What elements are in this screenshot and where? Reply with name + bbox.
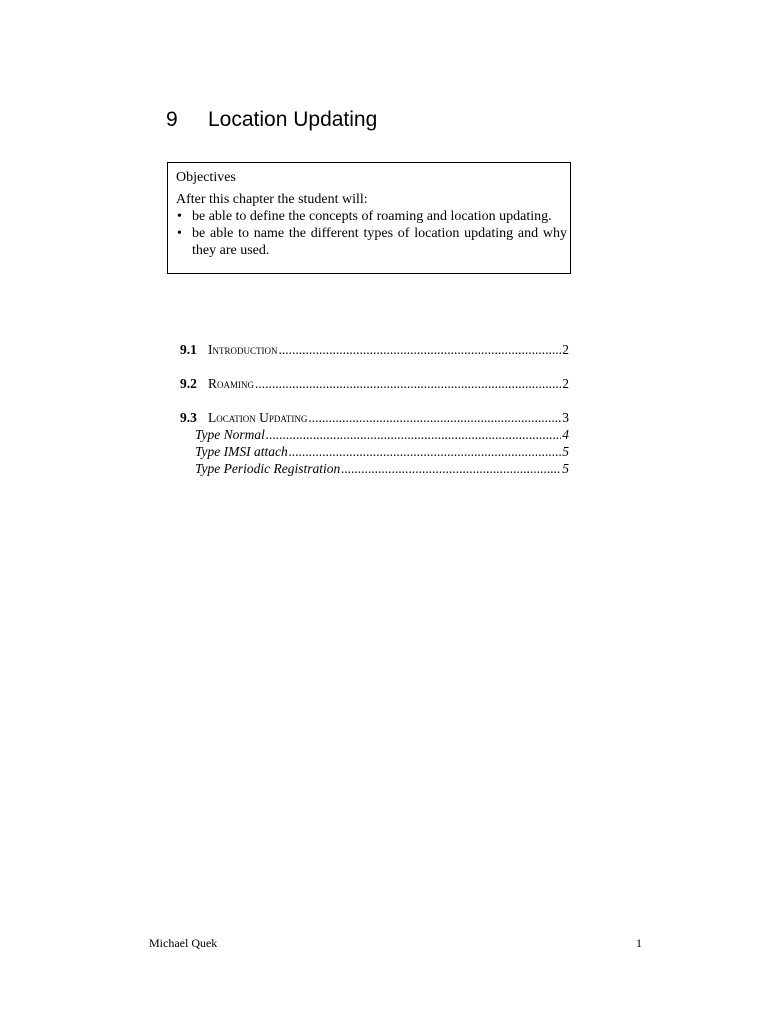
toc-page-number: 5	[562, 444, 569, 459]
toc-page-number: 4	[562, 427, 569, 442]
toc-entry-type-imsi-attach[interactable]	[180, 443, 569, 460]
toc-page-number: 3	[562, 410, 569, 425]
toc-dot-leader	[341, 460, 561, 477]
toc-page-number: 2	[562, 342, 569, 357]
toc-subsection-title: Type IMSI attach	[195, 444, 288, 459]
objectives-intro: After this chapter the student will:	[176, 192, 368, 207]
objective-item	[176, 225, 567, 259]
toc-section-title: Roaming	[208, 376, 255, 391]
objectives-list	[176, 208, 567, 259]
toc-page-number: 2	[562, 376, 569, 391]
toc-section-number: 9.1	[180, 342, 197, 357]
toc-section-title: Location Updating	[208, 410, 308, 425]
toc-dot-leader	[308, 409, 561, 426]
toc-subsection-title: Type Normal	[195, 427, 265, 442]
footer-page-number: 1	[636, 936, 642, 950]
objectives-title: Objectives	[176, 170, 236, 185]
toc-subsection-title: Type Periodic Registration	[195, 461, 341, 476]
chapter-heading	[166, 106, 377, 134]
objective-text: be able to define the concepts of roaming and location updating.	[192, 209, 552, 224]
objective-item	[176, 208, 567, 225]
toc-entry-introduction[interactable]	[180, 341, 569, 358]
chapter-number: 9	[166, 108, 178, 131]
toc-section-number: 9.2	[180, 376, 197, 391]
table-of-contents	[180, 341, 569, 477]
toc-entry-location-updating[interactable]	[180, 409, 569, 426]
toc-page-number: 5	[562, 461, 569, 476]
objectives-box	[167, 162, 571, 274]
toc-dot-leader	[255, 375, 561, 392]
toc-section-number: 9.3	[180, 410, 197, 425]
footer-author: Michael Quek	[149, 936, 218, 950]
toc-entry-type-periodic-registration[interactable]	[180, 460, 569, 477]
objective-text: be able to name the different types of location updating and why they are used.	[192, 226, 567, 258]
bullet-icon: •	[177, 209, 182, 224]
toc-dot-leader	[279, 341, 562, 358]
toc-entry-type-normal[interactable]	[180, 426, 569, 443]
toc-section-title: Introduction	[208, 342, 278, 357]
toc-dot-leader	[266, 426, 561, 443]
toc-dot-leader	[289, 443, 562, 460]
toc-entry-roaming[interactable]	[180, 375, 569, 392]
chapter-title: Location Updating	[208, 108, 378, 131]
bullet-icon: •	[177, 226, 182, 241]
